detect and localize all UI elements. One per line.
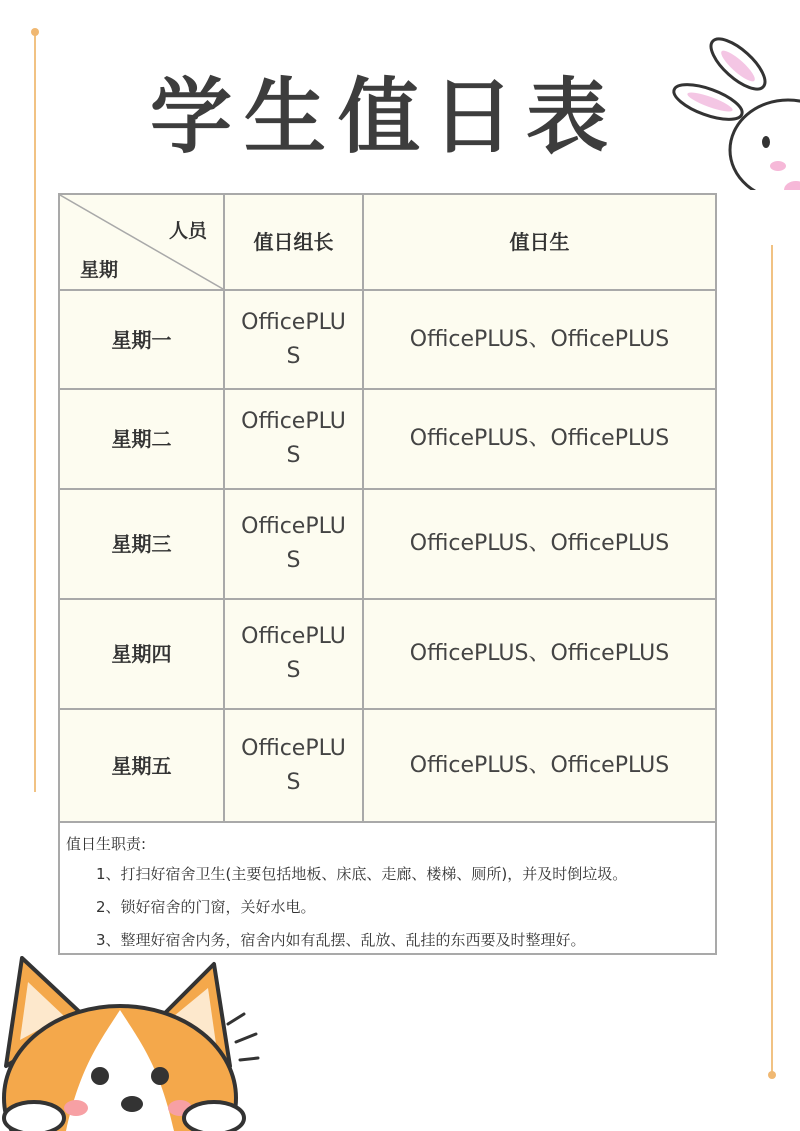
- day-label: 星期三: [111, 532, 172, 556]
- corner-label-weekday: 星期: [80, 259, 119, 281]
- responsibilities-heading: 值日生职责:: [66, 835, 147, 853]
- day-label: 星期一: [111, 327, 172, 352]
- leader-cell: [225, 390, 364, 490]
- right-deco-dot: [768, 1071, 776, 1079]
- day-cell: [60, 490, 225, 600]
- responsibility-item: 2、锁好宿舍的门窗，关好水电。: [96, 898, 316, 916]
- day-label: 星期四: [111, 642, 172, 666]
- day-cell: [60, 710, 225, 823]
- day-cell: [60, 600, 225, 710]
- leader-cell: [225, 291, 364, 390]
- header-leader-cell: [225, 195, 364, 291]
- duty-responsibilities: [60, 823, 715, 953]
- duty-cell: [364, 600, 715, 710]
- right-deco-line: [771, 245, 773, 1075]
- page-title: 学生值日表: [149, 70, 620, 165]
- duty-names: OfficePLUS、OfficePLUS: [409, 326, 670, 352]
- day-label: 星期二: [111, 427, 172, 451]
- responsibility-item: 1、打扫好宿舍卫生(主要包括地板、床底、走廊、楼梯、厕所)，并及时倒垃圾。: [96, 865, 628, 883]
- leader-name: OfficePLUS: [241, 514, 346, 573]
- leader-name: OfficePLUS: [241, 309, 346, 369]
- day-cell: [60, 291, 225, 390]
- header-duty-cell: [364, 195, 715, 291]
- header-duty-label: 值日生: [509, 230, 570, 254]
- duty-names: OfficePLUS、OfficePLUS: [409, 531, 670, 556]
- corgi-illustration: [0, 948, 270, 1131]
- leader-cell: [225, 600, 364, 710]
- duty-cell: [364, 390, 715, 490]
- responsibility-item: 3、整理好宿舍内务，宿舍内如有乱摆、乱放、乱挂的东西要及时整理好。: [96, 931, 586, 949]
- leader-name: OfficePLUS: [241, 624, 346, 683]
- duty-cell: [364, 490, 715, 600]
- leader-cell: [225, 710, 364, 823]
- corner-label-personnel: 人员: [168, 220, 207, 242]
- duty-names: OfficePLUS、OfficePLUS: [409, 426, 670, 451]
- leader-cell: [225, 490, 364, 600]
- corner-header-cell: [60, 195, 225, 291]
- duty-schedule-table: [58, 193, 717, 955]
- day-cell: [60, 390, 225, 490]
- duty-names: OfficePLUS、OfficePLUS: [409, 641, 670, 666]
- header-leader-label: 值日组长: [253, 230, 334, 254]
- left-deco-dot: [31, 28, 39, 36]
- day-label: 星期五: [111, 753, 172, 778]
- duty-cell: [364, 291, 715, 390]
- leader-name: OfficePLUS: [241, 735, 346, 795]
- duty-names: OfficePLUS、OfficePLUS: [409, 752, 670, 778]
- duty-cell: [364, 710, 715, 823]
- leader-name: OfficePLUS: [241, 409, 346, 468]
